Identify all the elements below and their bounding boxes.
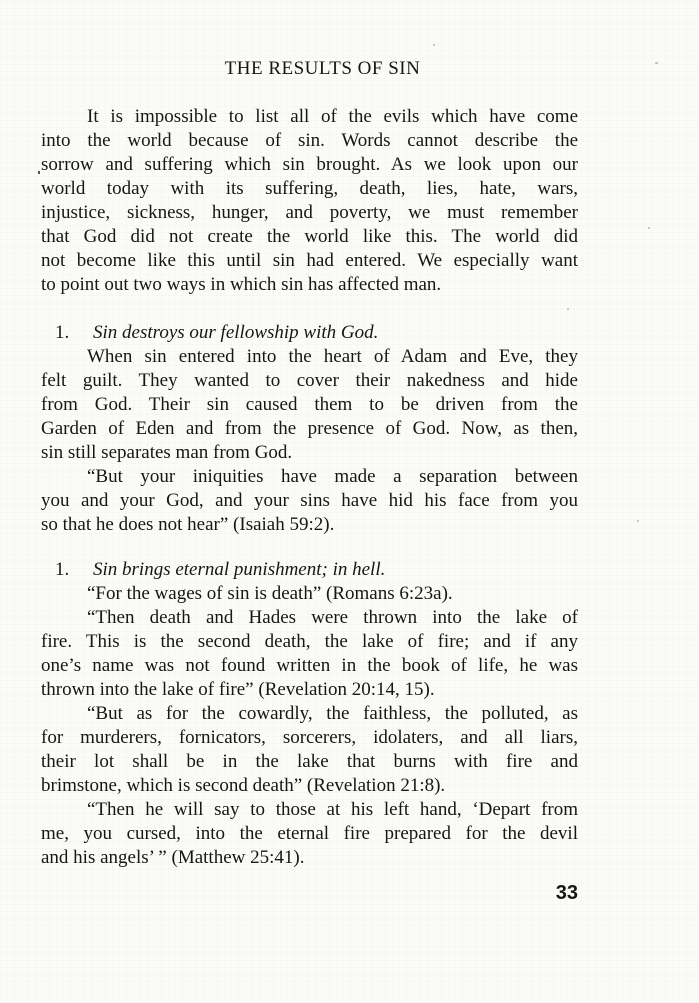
text-line: fire. This is the second death, the lake of fire; and if any — [41, 631, 578, 652]
scan-speck — [648, 227, 650, 229]
text-line: not become like this until sin had entered. We especially want — [41, 250, 578, 271]
text-line: “But as for the cowardly, the faithless, the polluted, as — [87, 703, 578, 724]
scan-speck — [655, 62, 658, 64]
text-line: brimstone, which is second death” (Revelation 21:8). — [41, 775, 446, 796]
section-title: Sin brings eternal punishment; in hell. — [93, 559, 386, 580]
section-number: 1. — [55, 322, 70, 343]
text-line: “For the wages of sin is death” (Romans 6:23a). — [87, 583, 453, 604]
paragraph-quote-romans — [41, 582, 578, 606]
section-number: 1. — [55, 559, 70, 580]
text-line: “Then death and Hades were thrown into the lake of — [87, 607, 578, 628]
text-line: world today with its suffering, death, lies, hate, wars, — [41, 178, 578, 199]
paragraph-quote-isaiah — [41, 465, 578, 537]
paragraph-quote-matthew — [41, 798, 578, 870]
scan-speck — [637, 520, 639, 522]
scan-speck — [433, 44, 435, 46]
text-line: that God did not create the world like this. The world did — [41, 226, 578, 247]
text-line: their lot shall be in the lake that burns with fire and — [41, 751, 578, 772]
text-line: thrown into the lake of fire” (Revelation 20:14, 15). — [41, 679, 435, 700]
page-title: THE RESULTS OF SIN — [224, 58, 421, 79]
text-line: It is impossible to list all of the evils which have come — [87, 106, 578, 127]
section-heading-punishment — [41, 558, 578, 582]
text-line: sin still separates man from God. — [41, 442, 293, 463]
paragraph-adam-eve — [41, 345, 578, 465]
text-line: and his angels’ ” (Matthew 25:41). — [41, 847, 305, 868]
paragraph-intro — [41, 105, 578, 297]
paragraph-quote-revelation-20 — [41, 606, 578, 702]
text-line: you and your God, and your sins have hid his face from you — [41, 490, 578, 511]
text-block — [41, 0, 578, 905]
text-line: so that he does not hear” (Isaiah 59:2). — [41, 514, 335, 535]
text-line: to point out two ways in which sin has affected man. — [41, 274, 442, 295]
text-line: me, you cursed, into the eternal fire prepared for the devil — [41, 823, 578, 844]
text-line: sorrow and suffering which sin brought. As we look upon our — [41, 154, 578, 175]
paragraph-quote-revelation-21 — [41, 702, 578, 798]
scan-speck — [38, 171, 40, 174]
scan-speck — [567, 308, 569, 310]
text-line: one’s name was not found written in the book of life, he was — [41, 655, 578, 676]
text-line: felt guilt. They wanted to cover their nakedness and hide — [41, 370, 578, 391]
page-number: 33 — [555, 882, 578, 904]
text-line: from God. Their sin caused them to be driven from the — [41, 394, 578, 415]
text-line: “But your iniquities have made a separation between — [87, 466, 578, 487]
text-line: When sin entered into the heart of Adam and Eve, they — [87, 346, 578, 367]
section-title: Sin destroys our fellowship with God. — [93, 322, 379, 343]
text-line: “Then he will say to those at his left hand, ‘Depart from — [87, 799, 578, 820]
text-line: for murderers, fornicators, sorcerers, idolaters, and all liars, — [41, 727, 578, 748]
text-line: Garden of Eden and from the presence of God. Now, as then, — [41, 418, 578, 439]
text-line: injustice, sickness, hunger, and poverty, we must remember — [41, 202, 578, 223]
text-line: into the world because of sin. Words cannot describe the — [41, 130, 578, 151]
section-heading-fellowship — [41, 321, 578, 345]
